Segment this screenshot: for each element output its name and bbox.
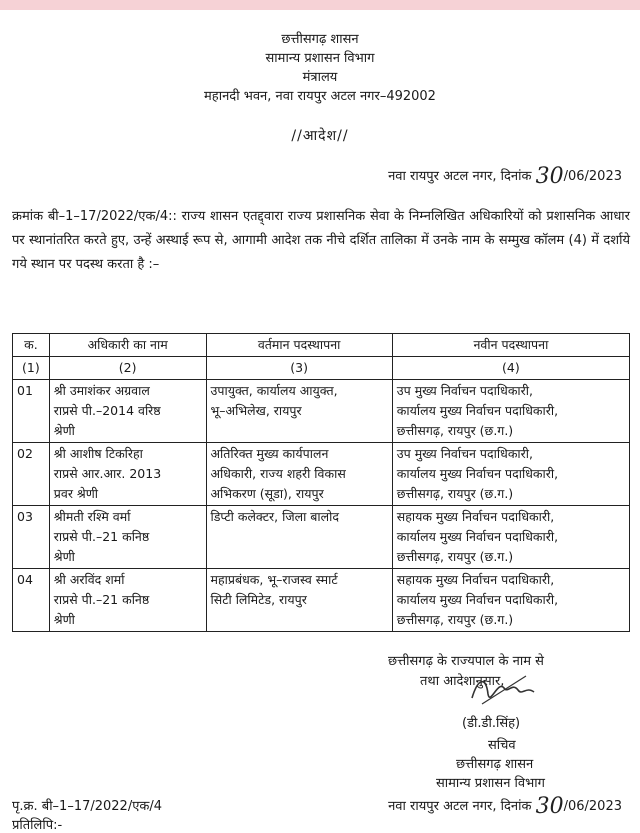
column-number: (2) bbox=[49, 357, 206, 380]
endorsement-reference: पृ.क्र. बी–1–17/2022/एक/4 bbox=[12, 799, 163, 814]
header-new-posting: नवीन पदस्थापना bbox=[392, 334, 629, 357]
header-address: महानदी भवन, नवा रायपुर अटल नगर–492002 bbox=[204, 89, 436, 104]
top-color-strip bbox=[0, 0, 640, 10]
signatory-name: (डी.डी.सिंह) bbox=[462, 716, 521, 731]
current-posting-cell: महाप्रबंधक, भू–राजस्व स्मार्ट सिटी लिमिटेड, रायपुर bbox=[206, 569, 392, 632]
date-prefix: नवा रायपुर अटल नगर, दिनांक bbox=[388, 169, 532, 184]
current-posting-cell: डिप्टी कलेक्टर, जिला बालोद bbox=[206, 506, 392, 569]
endorsement-date-rest: /06/2023 bbox=[563, 799, 622, 814]
table-row bbox=[13, 506, 630, 569]
endorsement-day-handwritten: 30 bbox=[535, 794, 564, 819]
date-line bbox=[388, 164, 622, 189]
column-number: (4) bbox=[392, 357, 629, 380]
signature-order-line: तथा आदेशानुसार, bbox=[420, 674, 505, 689]
column-number: (3) bbox=[206, 357, 392, 380]
header-serial: क. bbox=[13, 334, 50, 357]
order-title: //आदेश// bbox=[291, 128, 349, 144]
copy-to-label: प्रतिलिपि:- bbox=[12, 818, 63, 833]
handwritten-signature-icon bbox=[468, 668, 538, 713]
header-government: छत्तीसगढ़ शासन bbox=[281, 32, 359, 47]
table-header-row bbox=[13, 334, 630, 357]
current-posting-cell: उपायुक्त, कार्यालय आयुक्त, भू–अभिलेख, रायपुर bbox=[206, 380, 392, 443]
officer-name-cell: श्री अरविंद शर्मा राप्रसे पी.–21 कनिष्ठ श्रेणी bbox=[49, 569, 206, 632]
officer-name-cell: श्री आशीष टिकरिहा राप्रसे आर.आर. 2013 प्रवर श्रेणी bbox=[49, 443, 206, 506]
serial-cell: 01 bbox=[13, 380, 50, 443]
header-current-posting: वर्तमान पदस्थापना bbox=[206, 334, 392, 357]
column-number: (1) bbox=[13, 357, 50, 380]
transfer-table bbox=[12, 333, 630, 632]
header-officer-name: अधिकारी का नाम bbox=[49, 334, 206, 357]
signatory-designation: सचिव bbox=[488, 738, 516, 753]
new-posting-cell: सहायक मुख्य निर्वाचन पदाधिकारी, कार्यालय मुख्य निर्वाचन पदाधिकारी, छत्तीसगढ़, रायपुर (छ.ग.) bbox=[392, 506, 629, 569]
endorsement-date-line bbox=[388, 794, 622, 819]
signatory-department: सामान्य प्रशासन विभाग bbox=[436, 776, 545, 791]
new-posting-cell: सहायक मुख्य निर्वाचन पदाधिकारी, कार्यालय मुख्य निर्वाचन पदाधिकारी, छत्तीसगढ़, रायपुर (छ.ग.) bbox=[392, 569, 629, 632]
order-body-text: क्रमांक बी–1–17/2022/एक/4:: राज्य शासन एतद्द्वारा राज्य प्रशासनिक सेवा के निम्नलिखित अधिकारियों को प्रशासनिक आधार पर स्थानांतरित करते हुए, उन्हें अस्थाई रूप से, आगामी आदेश तक नीचे दर्शित तालिका में उनके नाम के सम्मुख कॉलम (4) में दर्शाये गये स्थान पर पदस्थ करता है :– bbox=[12, 209, 630, 272]
signatory-government: छत्तीसगढ़ शासन bbox=[456, 757, 534, 772]
officer-name-cell: श्रीमती रश्मि वर्मा राप्रसे पी.–21 कनिष्ठ श्रेणी bbox=[49, 506, 206, 569]
new-posting-cell: उप मुख्य निर्वाचन पदाधिकारी, कार्यालय मुख्य निर्वाचन पदाधिकारी, छत्तीसगढ़, रायपुर (छ.ग.) bbox=[392, 380, 629, 443]
current-posting-cell: अतिरिक्त मुख्य कार्यपालन अधिकारी, राज्य शहरी विकास अभिकरण (सूडा), रायपुर bbox=[206, 443, 392, 506]
serial-cell: 02 bbox=[13, 443, 50, 506]
signature-authority-line: छत्तीसगढ़ के राज्यपाल के नाम से bbox=[388, 654, 544, 669]
date-day-handwritten: 30 bbox=[535, 164, 564, 189]
officer-name-cell: श्री उमाशंकर अग्रवाल राप्रसे पी.–2014 वरिष्ठ श्रेणी bbox=[49, 380, 206, 443]
header-secretariat: मंत्रालय bbox=[302, 70, 338, 85]
serial-cell: 04 bbox=[13, 569, 50, 632]
column-number-row bbox=[13, 357, 630, 380]
serial-cell: 03 bbox=[13, 506, 50, 569]
date-rest: /06/2023 bbox=[563, 169, 622, 184]
table-row bbox=[13, 443, 630, 506]
table-row bbox=[13, 380, 630, 443]
header-department: सामान्य प्रशासन विभाग bbox=[265, 51, 375, 66]
endorsement-place: नवा रायपुर अटल नगर, दिनांक bbox=[388, 799, 532, 814]
table-row bbox=[13, 569, 630, 632]
new-posting-cell: उप मुख्य निर्वाचन पदाधिकारी, कार्यालय मुख्य निर्वाचन पदाधिकारी, छत्तीसगढ़, रायपुर (छ.ग.) bbox=[392, 443, 629, 506]
